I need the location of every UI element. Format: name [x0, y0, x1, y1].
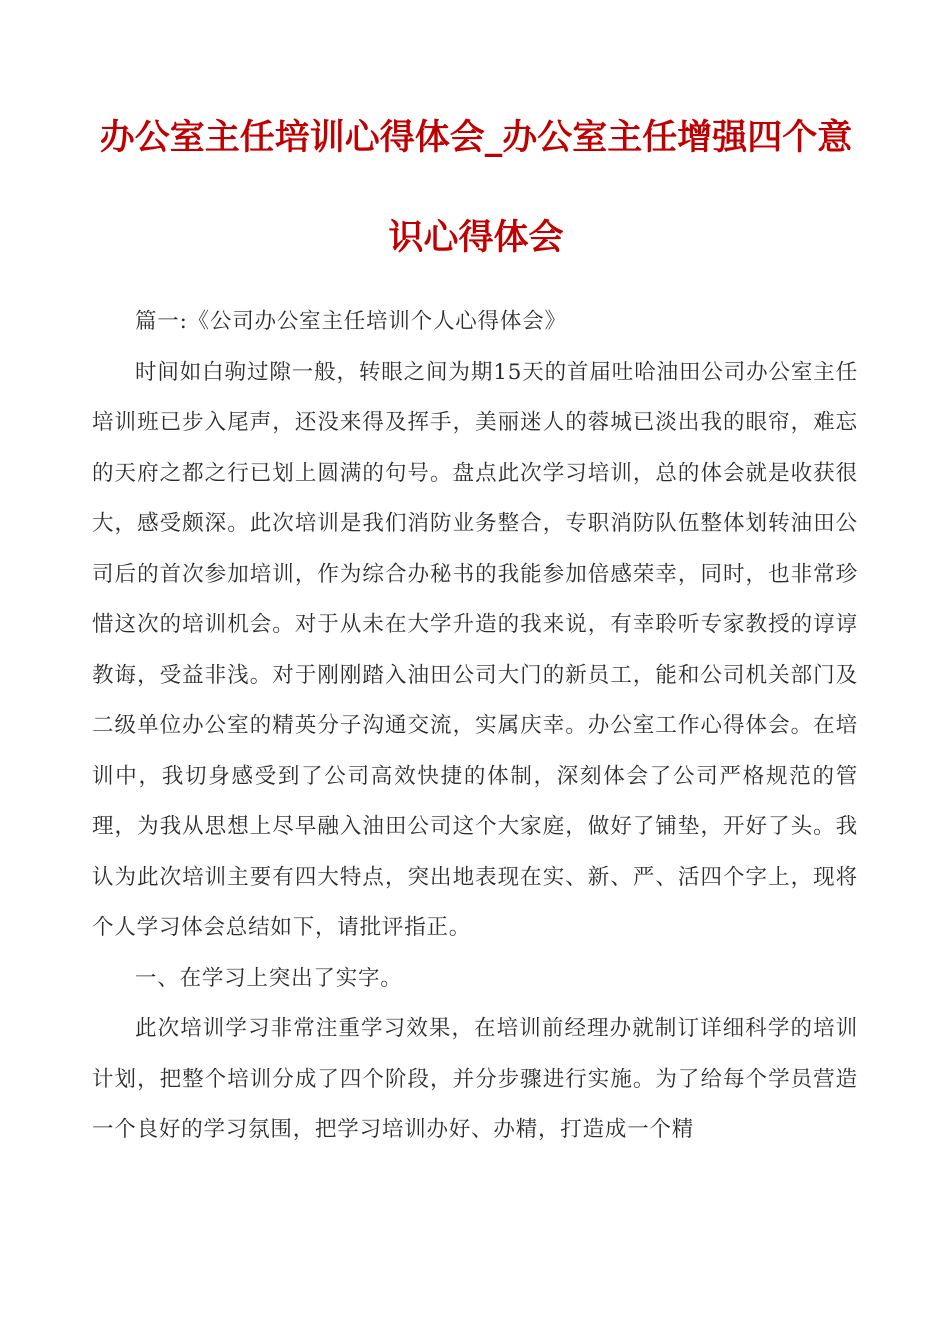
section-heading-part-one: 篇一:《公司办公室主任培训个人心得体会》	[135, 309, 567, 334]
body-paragraph-section-one: 此次培训学习非常注重学习效果，在培训前经理办就制订详细科学的培训计划，把整个培训分成了四个阶段，并分步骤进行实施。为了给每个学员营造一个良好的学习氛围，把学习培训办好、办精，打造成一个精	[92, 1016, 858, 1142]
section-heading-one: 一、在学习上突出了实字。	[135, 965, 403, 991]
body-paragraph-intro: 时间如白驹过隙一般，转眼之间为期15天的首届吐哈油田公司办公室主任培训班已步入尾声，还没来得及挥手，美丽迷人的蓉城已淡出我的眼帘，难忘的天府之都之行已划上圆满的句号。盘点此次学习培训，总的体会就是收获很大，感受颇深。此次培训是我们消防业务整合，专职消防队伍整体划转油田公司后的首次参加培训，作为综合办秘书的我能参加倍感荣幸，同时，也非常珍惜这次的培训机会。对于从未在大学升造的我来说，有幸聆听专家教授的谆谆教诲，受益非浅。对于刚刚踏入油田公司大门的新员工，能和公司机关部门及二级单位办公室的精英分子沟通交流，实属庆幸。办公室工作心得体会。在培训中，我切身感受到了公司高效快捷的体制，深刻体会了公司严格规范的管理，为我从思想上尽早融入油田公司这个大家庭，做好了铺垫，开好了头。我认为此次培训主要有四大特点，突出地表现在实、新、严、活四个字上，现将个人学习体会总结如下，请批评指正。	[92, 359, 858, 940]
document-body	[92, 297, 858, 1156]
document-title: 办公室主任培训心得体会_办公室主任增强四个意识心得体会	[99, 118, 853, 258]
